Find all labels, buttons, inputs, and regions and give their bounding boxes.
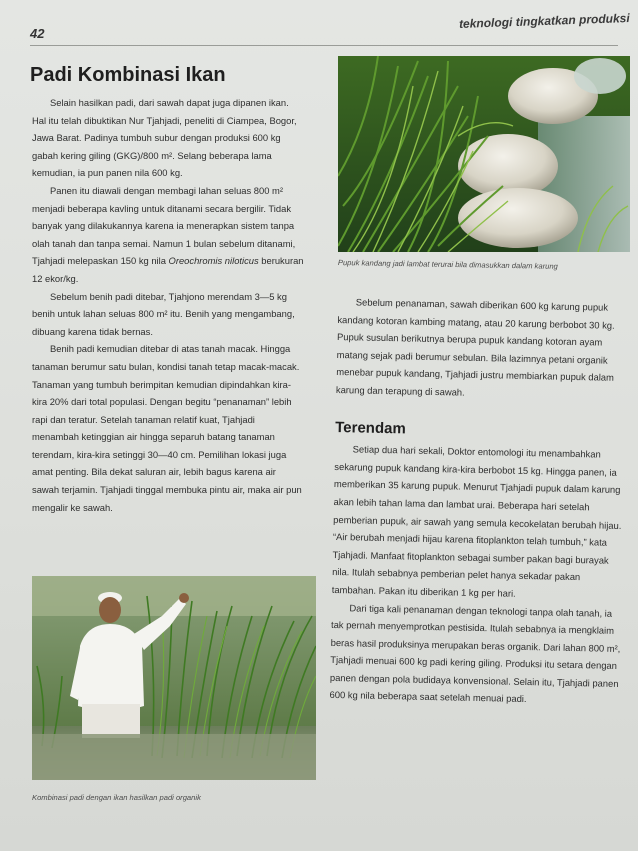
species-name: Oreochromis niloticus xyxy=(168,255,259,267)
paragraph: Sebelum benih padi ditebar, Tjahjono merendam 3—5 kg benih untuk lahan seluas 800 m² itu. Benih yang mengambang, dibuang karena tidak bernas. xyxy=(32,290,295,337)
paragraph: Sebelum penanaman, sawah diberikan 600 kg karung pupuk kandang kotoran kambing matang, atau 20 karung berbobot 30 kg. Pupuk susulan berikutnya berupa pupuk kandang kotoran ayam matang sejak padi berumur sebulan. Bila lazimnya petani organik menebar pupuk kandang, Tjahjadi justru membiarkan pupuk dalam karung dan terapung di sawah. xyxy=(335,296,615,398)
section-heading: Terendam xyxy=(335,418,406,438)
right-column xyxy=(329,293,630,710)
left-column xyxy=(32,94,304,516)
fertilizer-sack-photo xyxy=(338,56,630,252)
page-number: 42 xyxy=(30,26,45,41)
paragraph: Dari tiga kali penanaman dengan teknologi tanpa olah tanah, ia tak pernah menyemprotkan pestisida. Itulah sebabnya ia mengklaim beras hasil produksinya merupakan beras organik. Dari lahan 800 m², Tjahjadi menuai 600 kg padi kering giling. Produksi itu setara dengan panen dengan pola budidaya konvensional. Selain itu, Tjahjadi panen 600 kg nila beberapa saat setelah menuai padi. xyxy=(329,601,621,705)
paragraph: Benih padi kemudian ditebar di atas tanah macak. Hingga tanaman berumur satu bulan, kondisi tanah tetap macak-macak. Tanaman yang tumbuh berimpitan kemudian dipindahkan kira-kira 20% dari total populasi. Dengan begitu “penanaman” lebih rapi dan teratur. Setelah tanaman relatif kuat, Tjahjadi menambah ketinggian air hingga separuh batang tanaman terendam, kira-kira setinggi 30—40 cm. Pemilihan lokasi juga amat penting. Bila dekat saluran air, lebih bagus karena air sawah terjamin. Tjahjadi tinggal membuka pintu air, maka air pun mengalir ke sawah. xyxy=(32,343,302,513)
paragraph: Selain hasilkan padi, dari sawah dapat juga dipanen ikan. Hal itu telah dibuktikan Nur Tjahjadi, peneliti di Ciampea, Bogor, Jawa Barat. Padinya tumbuh subur dengan produksi 600 kg gabah kering giling (GKG)/800 m². Selang beberapa lama kemudian, ia pun panen nila 600 kg. xyxy=(32,97,297,179)
paragraph xyxy=(32,182,304,288)
farmer-in-paddy-illustration xyxy=(32,576,316,780)
paragraph-text: Panen itu diawali dengan membagi lahan seluas 800 m² menjadi beberapa kavling untuk ditanami secara bergilir. Tidak banyak yang dilakukannya karena ia menerapkan sistem tanpa olah tanah dan tanpa semai. Namun 1 bulan sebelum ditanami, Tjahjadi melepaskan 150 kg nila xyxy=(32,184,296,267)
article-title: Padi Kombinasi Ikan xyxy=(30,64,226,86)
bottom-photo-caption: Kombinasi padi dengan ikan hasilkan padi organik xyxy=(32,793,201,802)
running-header: teknologi tingkatkan produksi xyxy=(459,11,631,31)
paragraph-text: berukuran 12 ekor/kg. xyxy=(32,255,304,284)
header-divider xyxy=(30,45,618,46)
farmer-photo xyxy=(32,576,316,780)
rice-paddy-sacks-illustration xyxy=(338,56,630,252)
paragraph: Setiap dua hari sekali, Doktor entomologi itu menambahkan sekarung pupuk kandang kira-kira berbobot 15 kg. Hingga panen, ia memberikan 35 karung pupuk. Menurut Tjahjadi pupuk dalam karung akan lebih tahan lama dan lambat urai. Beberapa hari setelah pemberian pupuk, air sawah yang semula kecokelatan berubah hijau. “Air berubah menjadi hijau karena fitoplankton telah tumbuh,” kata Tjahjadi. Manfaat fitoplankton sebagai sumber pakan bagi burayak nila. Itulah sebabnya pemberian pelet hanya sekadar pakan tambahan. Pakan itu diberikan 1 kg per hari. xyxy=(331,443,622,599)
top-photo-caption: Pupuk kandang jadi lambat terurai bila dimasukkan dalam karung xyxy=(337,258,558,271)
